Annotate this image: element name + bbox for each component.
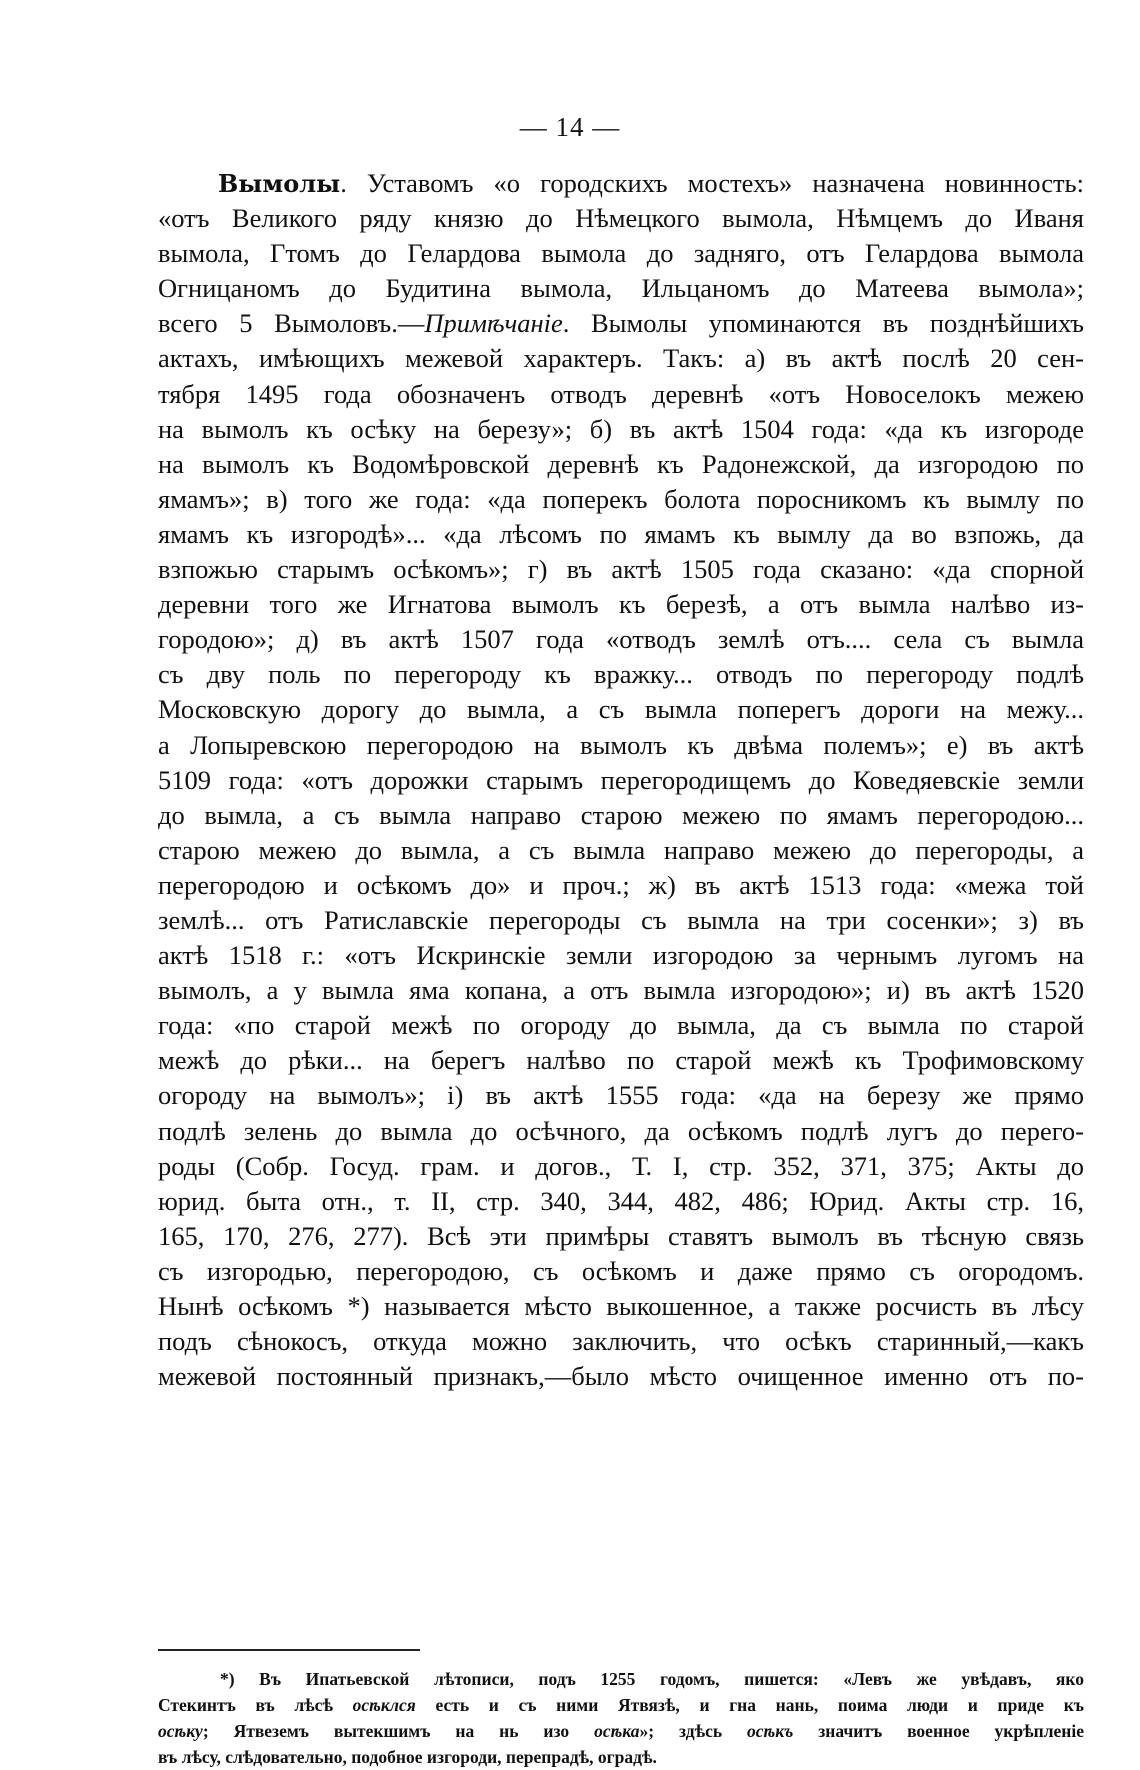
text-line-32: съ изгородью, перегородою, съ осѣкомъ и даже прямо съ огородомъ. bbox=[158, 1255, 1084, 1286]
text-line-1-rest: . Уставомъ «о городскихъ мостехъ» назначена новинность: bbox=[340, 168, 1084, 198]
text-line-15: съ дву поль по перегороду къ вражку... отводъ по перегороду подлѣ bbox=[158, 659, 1084, 690]
text-line-23: актѣ 1518 г.: «отъ Искринскіе земли изгородою за чернымъ лугомъ на bbox=[158, 940, 1084, 971]
section-heading: Вымолы bbox=[218, 169, 341, 198]
page-number: — 14 — bbox=[519, 112, 621, 142]
text-line-31: 165, 170, 276, 277). Всѣ эти примѣры ставятъ вымолъ въ тѣсную связь bbox=[158, 1220, 1084, 1251]
text-line-24: вымолъ, а у вымла яма копана, а отъ вымла изгородою»; и) въ актѣ 1520 bbox=[158, 975, 1084, 1006]
footnote-line-2-b: есть и съ ними Ятвязѣ, и гна нань, поима люди и приде къ bbox=[415, 1695, 1084, 1715]
text-line-13: деревни того же Игнатова вымолъ къ березѣ, а отъ вымла налѣво из- bbox=[158, 589, 1084, 620]
text-line-18: 5109 года: «отъ дорожки старымъ перегородищемъ до Коведяевскіе земли bbox=[158, 764, 1084, 795]
footnote-line-2 bbox=[158, 1692, 1084, 1718]
text-line-19: до вымла, а съ вымла направо старою межею по ямамъ перегородою... bbox=[158, 799, 1084, 830]
text-line-10: ямамъ»; в) того же года: «да поперекъ болота поросникомъ къ вымлу по bbox=[158, 483, 1084, 514]
text-line-34: подъ сѣнокосъ, откуда можно заключить, что осѣкъ старинный,—какъ bbox=[158, 1326, 1084, 1357]
text-line-1 bbox=[158, 166, 1084, 201]
text-line-20: старою межею до вымла, а съ вымла направо межею до перегороды, а bbox=[158, 834, 1084, 865]
text-line-35: межевой постоянный признакъ,—было мѣсто очищенное именно отъ по- bbox=[158, 1361, 1084, 1392]
text-line-5 bbox=[158, 306, 1084, 341]
footnote-line-1: *) Въ Ипатьевской лѣтописи, подъ 1255 годомъ, пишется: «Левъ же увѣдавъ, яко bbox=[220, 1669, 1084, 1689]
footnote-italic-term-2: осѣку bbox=[158, 1721, 203, 1741]
text-line-36 bbox=[158, 1394, 1084, 1429]
footnote-line-3-c: значитъ военное укрѣпленіе bbox=[793, 1721, 1084, 1741]
text-line-3: вымола, Гтомъ до Гелардова вымола до задняго, отъ Гелардова вымола bbox=[158, 238, 1084, 269]
text-line-11: ямамъ къ изгородѣ»... «да лѣсомъ по ямамъ къ вымлу да во взпожь, да bbox=[158, 518, 1084, 549]
text-line-7: тября 1495 года обозначенъ отводъ деревнѣ «отъ Новоселокъ межею bbox=[158, 378, 1084, 409]
main-text bbox=[158, 166, 1084, 1464]
text-line-16: Московскую дорогу до вымла, а съ вымла поперегъ дороги на межу... bbox=[158, 694, 1084, 725]
text-line-26: межѣ до рѣки... на берегъ налѣво по старой межѣ къ Трофимовскому bbox=[158, 1045, 1084, 1076]
footnote-divider bbox=[158, 1649, 420, 1651]
text-line-2: «отъ Великого ряду князю до Нѣмецкого вымола, Нѣмцемъ до Иваня bbox=[158, 203, 1084, 234]
text-line-5-start: всего 5 Вымоловъ.— bbox=[158, 308, 425, 339]
text-line-25: года: «по старой межѣ по огороду до вымла, да съ вымла по старой bbox=[158, 1010, 1084, 1041]
text-line-30: юрид. быта отн., т. II, стр. 340, 344, 482, 486; Юрид. Акты стр. 16, bbox=[158, 1185, 1084, 1216]
text-line-14: городою»; д) въ актѣ 1507 года «отводъ землѣ отъ.... села съ вымла bbox=[158, 624, 1084, 655]
footnote-line-3-a: ; Ятвеземъ вытекшимъ на нь изо bbox=[202, 1721, 595, 1741]
text-line-28: подлѣ зелень до вымла до осѣчного, да осѣкомъ подлѣ лугъ до перего- bbox=[158, 1115, 1084, 1146]
text-line-12: взпожью старымъ осѣкомъ»; г) въ актѣ 1505 года сказано: «да спорной bbox=[158, 554, 1084, 585]
text-line-8: на вымолъ къ осѣку на березу»; б) въ актѣ 1504 года: «да къ изгороде bbox=[158, 413, 1084, 444]
text-line-21: перегородою и осѣкомъ до» и проч.; ж) въ актѣ 1513 года: «межа той bbox=[158, 869, 1084, 900]
footnote bbox=[158, 1666, 1084, 1770]
text-line-27: огороду на вымолъ»; і) въ актѣ 1555 года: «да на березу же прямо bbox=[158, 1080, 1084, 1111]
text-line-9: на вымолъ къ Водомѣровской деревнѣ къ Радонежской, да изгородою по bbox=[158, 448, 1084, 479]
text-line-33: Нынѣ осѣкомъ *) называется мѣсто выкошенное, а также росчисть въ лѣсу bbox=[158, 1291, 1084, 1321]
text-line-29: роды (Собр. Госуд. грам. и догов., Т. I, стр. 352, 371, 375; Акты до bbox=[158, 1150, 1084, 1181]
text-line-37 bbox=[158, 1429, 1084, 1464]
text-line-4: Огницаномъ до Будитина вымола, Ильцаномъ до Матеева вымола»; bbox=[158, 273, 1084, 304]
footnote-italic-term-4: осѣкъ bbox=[747, 1721, 794, 1741]
footnote-line-2-a: Стекинтъ въ лѣсѣ bbox=[158, 1695, 353, 1715]
note-label: Примѣчаніе bbox=[424, 308, 563, 339]
footnote-line-4: въ лѣсу, слѣдовательно, подобное изгороди, перепрадѣ, оградѣ. bbox=[158, 1747, 657, 1767]
footnote-italic-term-1: осѣклся bbox=[352, 1695, 416, 1715]
text-line-17: а Лопыревскою перегородою на вымолъ къ двѣма полемъ»; е) въ актѣ bbox=[158, 729, 1084, 760]
footnote-italic-term-3: осѣка bbox=[594, 1721, 640, 1741]
footnote-line-3 bbox=[158, 1718, 1084, 1744]
text-line-6: актахъ, имѣющихъ межевой характеръ. Такъ: а) въ актѣ послѣ 20 сен- bbox=[158, 343, 1084, 374]
text-line-5-end: . Вымолы упоминаются въ позднѣйшихъ bbox=[562, 308, 1084, 339]
text-line-22: землѣ... отъ Ратиславскіе перегороды съ вымла на три сосенки»; з) въ bbox=[158, 904, 1084, 935]
footnote-line-3-b: »; здѣсь bbox=[639, 1721, 748, 1741]
